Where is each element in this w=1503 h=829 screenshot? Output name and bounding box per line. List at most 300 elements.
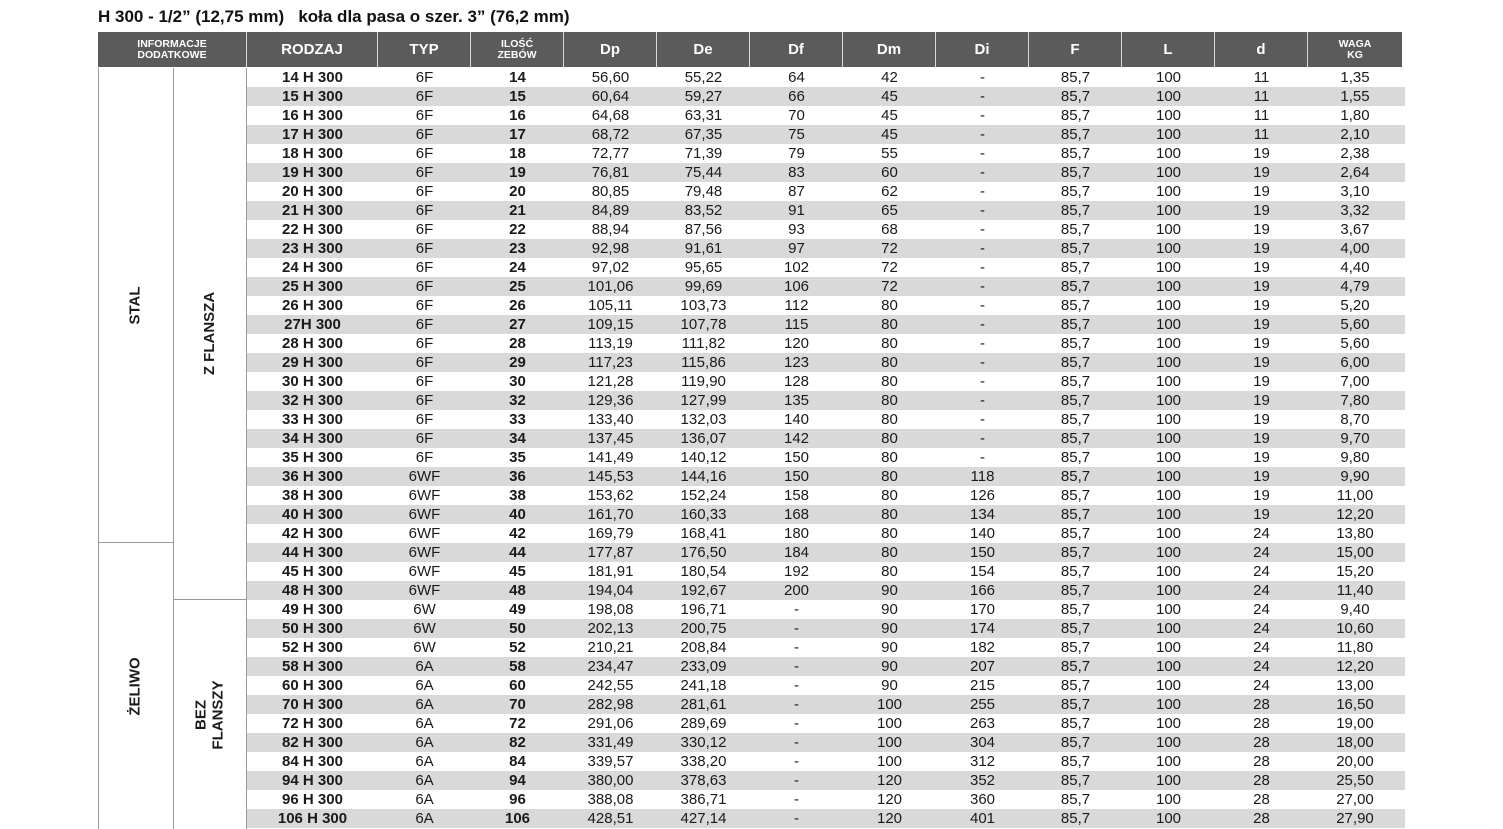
table-row [247, 657, 1405, 676]
cell-typ: 6F [415, 183, 434, 200]
cell-dp: 145,53 [587, 468, 634, 485]
cell-rodzaj: 33 H 300 [282, 411, 343, 428]
cell-rodzaj: 29 H 300 [282, 354, 343, 371]
cell-f: 85,7 [1060, 468, 1091, 485]
cell-di: - [980, 316, 985, 333]
header-dp: Dp [564, 32, 657, 67]
cell-df: 93 [788, 221, 805, 238]
cell-ilosc-zebow: 27 [509, 316, 526, 333]
cell-f: 85,7 [1060, 259, 1091, 276]
cell-df: - [794, 620, 799, 637]
cell-dp: 121,28 [587, 373, 634, 390]
cell-dm: 80 [881, 487, 898, 504]
cell-dm: 80 [881, 430, 898, 447]
cell-d: 28 [1253, 734, 1270, 751]
cell-ilosc-zebow: 106 [504, 810, 531, 827]
cell-di: - [980, 449, 985, 466]
cell-waga: 8,70 [1340, 411, 1370, 428]
cell-de: 111,82 [681, 335, 726, 352]
cell-di: 360 [969, 791, 996, 808]
cell-rodzaj: 58 H 300 [282, 658, 343, 675]
cell-di: - [980, 202, 985, 219]
cell-l: 100 [1155, 677, 1182, 694]
cell-f: 85,7 [1060, 183, 1091, 200]
cell-waga: 5,60 [1340, 316, 1370, 333]
material-label: STAL [127, 285, 144, 325]
cell-dm: 90 [881, 601, 898, 618]
cell-ilosc-zebow: 30 [509, 373, 526, 390]
cell-di: 166 [969, 582, 996, 599]
cell-di: - [980, 221, 985, 238]
cell-dm: 42 [881, 69, 898, 86]
cell-waga: 5,60 [1340, 335, 1370, 352]
cell-di: - [980, 107, 985, 124]
cell-d: 28 [1253, 791, 1270, 808]
cell-f: 85,7 [1060, 810, 1091, 827]
cell-df: 102 [783, 259, 810, 276]
cell-de: 160,33 [680, 506, 727, 523]
cell-dm: 80 [881, 506, 898, 523]
cell-f: 85,7 [1060, 658, 1091, 675]
cell-l: 100 [1155, 487, 1182, 504]
cell-df: - [794, 791, 799, 808]
cell-dp: 68,72 [591, 126, 630, 143]
cell-rodzaj: 72 H 300 [282, 715, 343, 732]
cell-df: - [794, 658, 799, 675]
cell-waga: 27,90 [1336, 810, 1374, 827]
cell-de: 180,54 [680, 563, 727, 580]
cell-ilosc-zebow: 16 [509, 107, 526, 124]
cell-typ: 6F [415, 411, 434, 428]
cell-f: 85,7 [1060, 620, 1091, 637]
cell-typ: 6W [413, 639, 436, 656]
cell-typ: 6F [415, 316, 434, 333]
cell-dm: 120 [876, 810, 903, 827]
cell-ilosc-zebow: 44 [509, 544, 526, 561]
cell-l: 100 [1155, 392, 1182, 409]
cell-ilosc-zebow: 23 [509, 240, 526, 257]
cell-waga: 7,80 [1340, 392, 1370, 409]
table-row [247, 771, 1405, 790]
cell-rodzaj: 38 H 300 [282, 487, 343, 504]
cell-f: 85,7 [1060, 734, 1091, 751]
cell-dp: 117,23 [588, 354, 633, 371]
cell-de: 196,71 [680, 601, 727, 618]
cell-rodzaj: 15 H 300 [282, 88, 343, 105]
cell-df: - [794, 677, 799, 694]
cell-dm: 80 [881, 449, 898, 466]
cell-typ: 6WF [408, 544, 441, 561]
table-row [247, 638, 1405, 657]
cell-l: 100 [1155, 107, 1182, 124]
header-informacje-dodatkowe [98, 32, 247, 67]
cell-waga: 13,80 [1336, 525, 1374, 542]
table-row [247, 752, 1405, 771]
cell-waga: 5,20 [1340, 297, 1370, 314]
cell-waga: 11,80 [1336, 639, 1374, 656]
cell-rodzaj: 30 H 300 [282, 373, 343, 390]
header-ilosc-zebow [471, 32, 564, 67]
table-row [247, 163, 1405, 182]
table-row [247, 391, 1405, 410]
cell-df: 200 [783, 582, 810, 599]
cell-df: - [794, 601, 799, 618]
cell-di: 304 [969, 734, 996, 751]
cell-d: 24 [1253, 677, 1270, 694]
table-row [247, 125, 1405, 144]
cell-f: 85,7 [1060, 126, 1091, 143]
cell-di: 312 [969, 753, 996, 770]
cell-de: 91,61 [684, 240, 723, 257]
cell-l: 100 [1155, 506, 1182, 523]
cell-df: - [794, 715, 799, 732]
page-title: H 300 - 1/2” (12,75 mm) koła dla pasa o szer. 3” (76,2 mm) [98, 7, 570, 26]
cell-typ: 6A [415, 677, 434, 694]
cell-di: - [980, 126, 985, 143]
table-row [247, 277, 1405, 296]
cell-de: 192,67 [680, 582, 727, 599]
header-de: De [657, 32, 750, 67]
cell-waga: 1,80 [1340, 107, 1370, 124]
cell-d: 28 [1253, 696, 1270, 713]
table-row [247, 619, 1405, 638]
table-row [247, 543, 1405, 562]
cell-waga: 4,79 [1340, 278, 1370, 295]
cell-df: - [794, 810, 799, 827]
cell-waga: 25,50 [1336, 772, 1374, 789]
cell-typ: 6A [415, 791, 434, 808]
cell-d: 24 [1253, 582, 1270, 599]
cell-de: 99,69 [684, 278, 723, 295]
cell-typ: 6WF [408, 506, 441, 523]
table-row [247, 315, 1405, 334]
cell-f: 85,7 [1060, 69, 1091, 86]
cell-ilosc-zebow: 50 [509, 620, 526, 637]
cell-de: 281,61 [680, 696, 727, 713]
cell-waga: 16,50 [1336, 696, 1374, 713]
cell-typ: 6WF [408, 487, 441, 504]
cell-waga: 3,32 [1340, 202, 1370, 219]
cell-di: 170 [969, 601, 996, 618]
cell-de: 136,07 [680, 430, 727, 447]
cell-dp: 80,85 [591, 183, 630, 200]
cell-l: 100 [1155, 145, 1182, 162]
cell-rodzaj: 36 H 300 [282, 468, 343, 485]
cell-f: 85,7 [1060, 316, 1091, 333]
cell-rodzaj: 60 H 300 [282, 677, 343, 694]
cell-f: 85,7 [1060, 278, 1091, 295]
cell-d: 24 [1253, 525, 1270, 542]
cell-typ: 6A [415, 715, 434, 732]
table-row [247, 733, 1405, 752]
cell-l: 100 [1155, 582, 1182, 599]
table-row [247, 144, 1405, 163]
table-row [247, 182, 1405, 201]
cell-l: 100 [1155, 202, 1182, 219]
cell-di: 126 [969, 487, 996, 504]
cell-dp: 60,64 [591, 88, 630, 105]
cell-di: - [980, 430, 985, 447]
table-row [247, 809, 1405, 828]
cell-d: 11 [1253, 88, 1270, 105]
cell-l: 100 [1155, 126, 1182, 143]
cell-rodzaj: 40 H 300 [282, 506, 343, 523]
flange-label: Z FLANSZA [201, 291, 219, 376]
cell-f: 85,7 [1060, 601, 1091, 618]
cell-de: 115,86 [681, 354, 726, 371]
cell-d: 19 [1253, 183, 1270, 200]
cell-de: 330,12 [680, 734, 727, 751]
cell-df: 106 [783, 278, 810, 295]
cell-l: 100 [1155, 316, 1182, 333]
cell-dm: 90 [881, 639, 898, 656]
cell-typ: 6WF [408, 582, 441, 599]
cell-waga: 18,00 [1336, 734, 1374, 751]
cell-dp: 64,68 [591, 107, 630, 124]
cell-dp: 234,47 [587, 658, 634, 675]
cell-ilosc-zebow: 45 [509, 563, 526, 580]
cell-dm: 90 [881, 620, 898, 637]
cell-dp: 177,87 [587, 544, 634, 561]
cell-di: 150 [969, 544, 996, 561]
cell-dm: 80 [881, 468, 898, 485]
cell-rodzaj: 21 H 300 [282, 202, 343, 219]
cell-di: - [980, 411, 985, 428]
cell-waga: 3,10 [1340, 183, 1370, 200]
cell-di: - [980, 88, 985, 105]
cell-dm: 62 [881, 183, 898, 200]
cell-waga: 2,10 [1340, 126, 1370, 143]
cell-dp: 161,70 [587, 506, 634, 523]
cell-dp: 97,02 [591, 259, 630, 276]
cell-f: 85,7 [1060, 88, 1091, 105]
cell-d: 28 [1253, 810, 1270, 827]
cell-df: 128 [783, 373, 810, 390]
cell-dm: 100 [876, 715, 903, 732]
cell-waga: 3,67 [1340, 221, 1370, 238]
cell-l: 100 [1155, 240, 1182, 257]
cell-typ: 6WF [408, 563, 441, 580]
cell-f: 85,7 [1060, 354, 1091, 371]
cell-dm: 72 [881, 278, 898, 295]
cell-waga: 9,90 [1340, 468, 1370, 485]
cell-dm: 90 [881, 677, 898, 694]
cell-waga: 1,35 [1340, 69, 1370, 86]
cell-typ: 6A [415, 696, 434, 713]
table-row [247, 87, 1405, 106]
cell-rodzaj: 48 H 300 [282, 582, 343, 599]
cell-df: 184 [783, 544, 810, 561]
table-row [247, 353, 1405, 372]
flange-label: BEZ FLANSZY [192, 679, 227, 750]
cell-f: 85,7 [1060, 202, 1091, 219]
cell-ilosc-zebow: 15 [509, 88, 526, 105]
table-row [247, 790, 1405, 809]
cell-dm: 80 [881, 392, 898, 409]
cell-ilosc-zebow: 60 [509, 677, 526, 694]
cell-di: 255 [969, 696, 996, 713]
cell-typ: 6F [415, 202, 434, 219]
cell-ilosc-zebow: 29 [509, 354, 526, 371]
cell-df: - [794, 753, 799, 770]
cell-dm: 120 [876, 791, 903, 808]
cell-dp: 101,06 [587, 278, 634, 295]
cell-ilosc-zebow: 18 [509, 145, 526, 162]
cell-dp: 133,40 [587, 411, 634, 428]
cell-de: 152,24 [680, 487, 727, 504]
cell-df: 115 [784, 316, 809, 333]
cell-di: 182 [969, 639, 996, 656]
cell-df: 97 [788, 240, 805, 257]
cell-dm: 90 [881, 658, 898, 675]
cell-rodzaj: 16 H 300 [282, 107, 343, 124]
cell-waga: 4,00 [1340, 240, 1370, 257]
table-row [247, 258, 1405, 277]
cell-dp: 428,51 [587, 810, 634, 827]
cell-d: 24 [1253, 563, 1270, 580]
cell-rodzaj: 19 H 300 [282, 164, 343, 181]
cell-rodzaj: 50 H 300 [282, 620, 343, 637]
cell-typ: 6WF [408, 468, 441, 485]
cell-dp: 92,98 [591, 240, 630, 257]
cell-di: - [980, 373, 985, 390]
cell-f: 85,7 [1060, 145, 1091, 162]
cell-di: 352 [969, 772, 996, 789]
cell-rodzaj: 45 H 300 [282, 563, 343, 580]
cell-de: 87,56 [684, 221, 723, 238]
cell-f: 85,7 [1060, 373, 1091, 390]
cell-d: 19 [1253, 373, 1270, 390]
header-df: Df [750, 32, 843, 67]
cell-dm: 80 [881, 544, 898, 561]
cell-dm: 65 [881, 202, 898, 219]
cell-di: - [980, 392, 985, 409]
cell-d: 19 [1253, 392, 1270, 409]
cell-ilosc-zebow: 26 [509, 297, 526, 314]
cell-df: - [794, 696, 799, 713]
cell-dp: 153,62 [587, 487, 634, 504]
material-label: ŻELIWO [126, 656, 144, 716]
cell-df: 123 [783, 354, 810, 371]
cell-d: 19 [1253, 335, 1270, 352]
cell-l: 100 [1155, 753, 1182, 770]
cell-ilosc-zebow: 34 [509, 430, 526, 447]
cell-rodzaj: 52 H 300 [282, 639, 343, 656]
cell-d: 28 [1253, 772, 1270, 789]
cell-rodzaj: 96 H 300 [282, 791, 343, 808]
cell-d: 24 [1253, 601, 1270, 618]
cell-di: 174 [969, 620, 996, 637]
cell-f: 85,7 [1060, 544, 1091, 561]
cell-rodzaj: 84 H 300 [282, 753, 343, 770]
cell-de: 386,71 [680, 791, 727, 808]
cell-df: 168 [783, 506, 810, 523]
cell-dp: 181,91 [587, 563, 634, 580]
cell-typ: 6F [415, 373, 434, 390]
cell-de: 59,27 [684, 88, 723, 105]
cell-ilosc-zebow: 17 [509, 126, 526, 143]
cell-dm: 68 [881, 221, 898, 238]
cell-l: 100 [1155, 525, 1182, 542]
cell-waga: 1,55 [1340, 88, 1370, 105]
cell-dm: 45 [881, 107, 898, 124]
cell-di: 140 [969, 525, 996, 542]
cell-l: 100 [1155, 734, 1182, 751]
cell-d: 11 [1253, 126, 1270, 143]
cell-waga: 9,70 [1340, 430, 1370, 447]
cell-d: 19 [1253, 202, 1270, 219]
cell-d: 11 [1253, 69, 1270, 86]
cell-waga: 11,00 [1336, 487, 1374, 504]
cell-rodzaj: 32 H 300 [282, 392, 343, 409]
cell-di: 118 [970, 468, 995, 485]
cell-f: 85,7 [1060, 753, 1091, 770]
cell-typ: 6F [415, 69, 434, 86]
cell-de: 200,75 [680, 620, 727, 637]
cell-ilosc-zebow: 35 [509, 449, 526, 466]
cell-d: 24 [1253, 658, 1270, 675]
cell-rodzaj: 14 H 300 [282, 69, 343, 86]
cell-di: - [980, 259, 985, 276]
cell-dp: 339,57 [587, 753, 634, 770]
cell-l: 100 [1155, 297, 1182, 314]
cell-waga: 20,00 [1336, 753, 1374, 770]
cell-rodzaj: 17 H 300 [282, 126, 343, 143]
cell-rodzaj: 20 H 300 [282, 183, 343, 200]
cell-di: - [980, 164, 985, 181]
cell-de: 132,03 [680, 411, 727, 428]
cell-typ: 6W [413, 601, 436, 618]
cell-l: 100 [1155, 278, 1182, 295]
cell-ilosc-zebow: 49 [509, 601, 526, 618]
cell-d: 19 [1253, 411, 1270, 428]
cell-df: 75 [788, 126, 805, 143]
cell-di: - [980, 69, 985, 86]
cell-de: 107,78 [680, 316, 727, 333]
cell-rodzaj: 106 H 300 [277, 810, 348, 827]
cell-ilosc-zebow: 42 [509, 525, 526, 542]
cell-d: 19 [1253, 278, 1270, 295]
cell-rodzaj: 18 H 300 [282, 145, 343, 162]
cell-dp: 56,60 [591, 69, 630, 86]
cell-dm: 80 [881, 297, 898, 314]
table-row [247, 562, 1405, 581]
cell-rodzaj: 70 H 300 [282, 696, 343, 713]
cell-de: 289,69 [680, 715, 727, 732]
cell-l: 100 [1155, 335, 1182, 352]
cell-dp: 210,21 [587, 639, 634, 656]
cell-waga: 19,00 [1336, 715, 1374, 732]
cell-de: 208,84 [680, 639, 727, 656]
cell-f: 85,7 [1060, 563, 1091, 580]
cell-df: 83 [788, 164, 805, 181]
cell-f: 85,7 [1060, 525, 1091, 542]
material-group-stal [98, 68, 173, 542]
cell-dm: 80 [881, 354, 898, 371]
cell-dm: 45 [881, 88, 898, 105]
flange-group-bez-flanszy [173, 600, 246, 829]
header-dm: Dm [843, 32, 936, 67]
cell-l: 100 [1155, 563, 1182, 580]
cell-dm: 60 [881, 164, 898, 181]
cell-waga: 15,00 [1336, 544, 1374, 561]
cell-f: 85,7 [1060, 411, 1091, 428]
header-label: INFORMACJE DODATKOWE [137, 37, 207, 61]
cell-ilosc-zebow: 70 [509, 696, 526, 713]
cell-rodzaj: 44 H 300 [282, 544, 343, 561]
table-row [247, 676, 1405, 695]
cell-ilosc-zebow: 33 [509, 411, 526, 428]
